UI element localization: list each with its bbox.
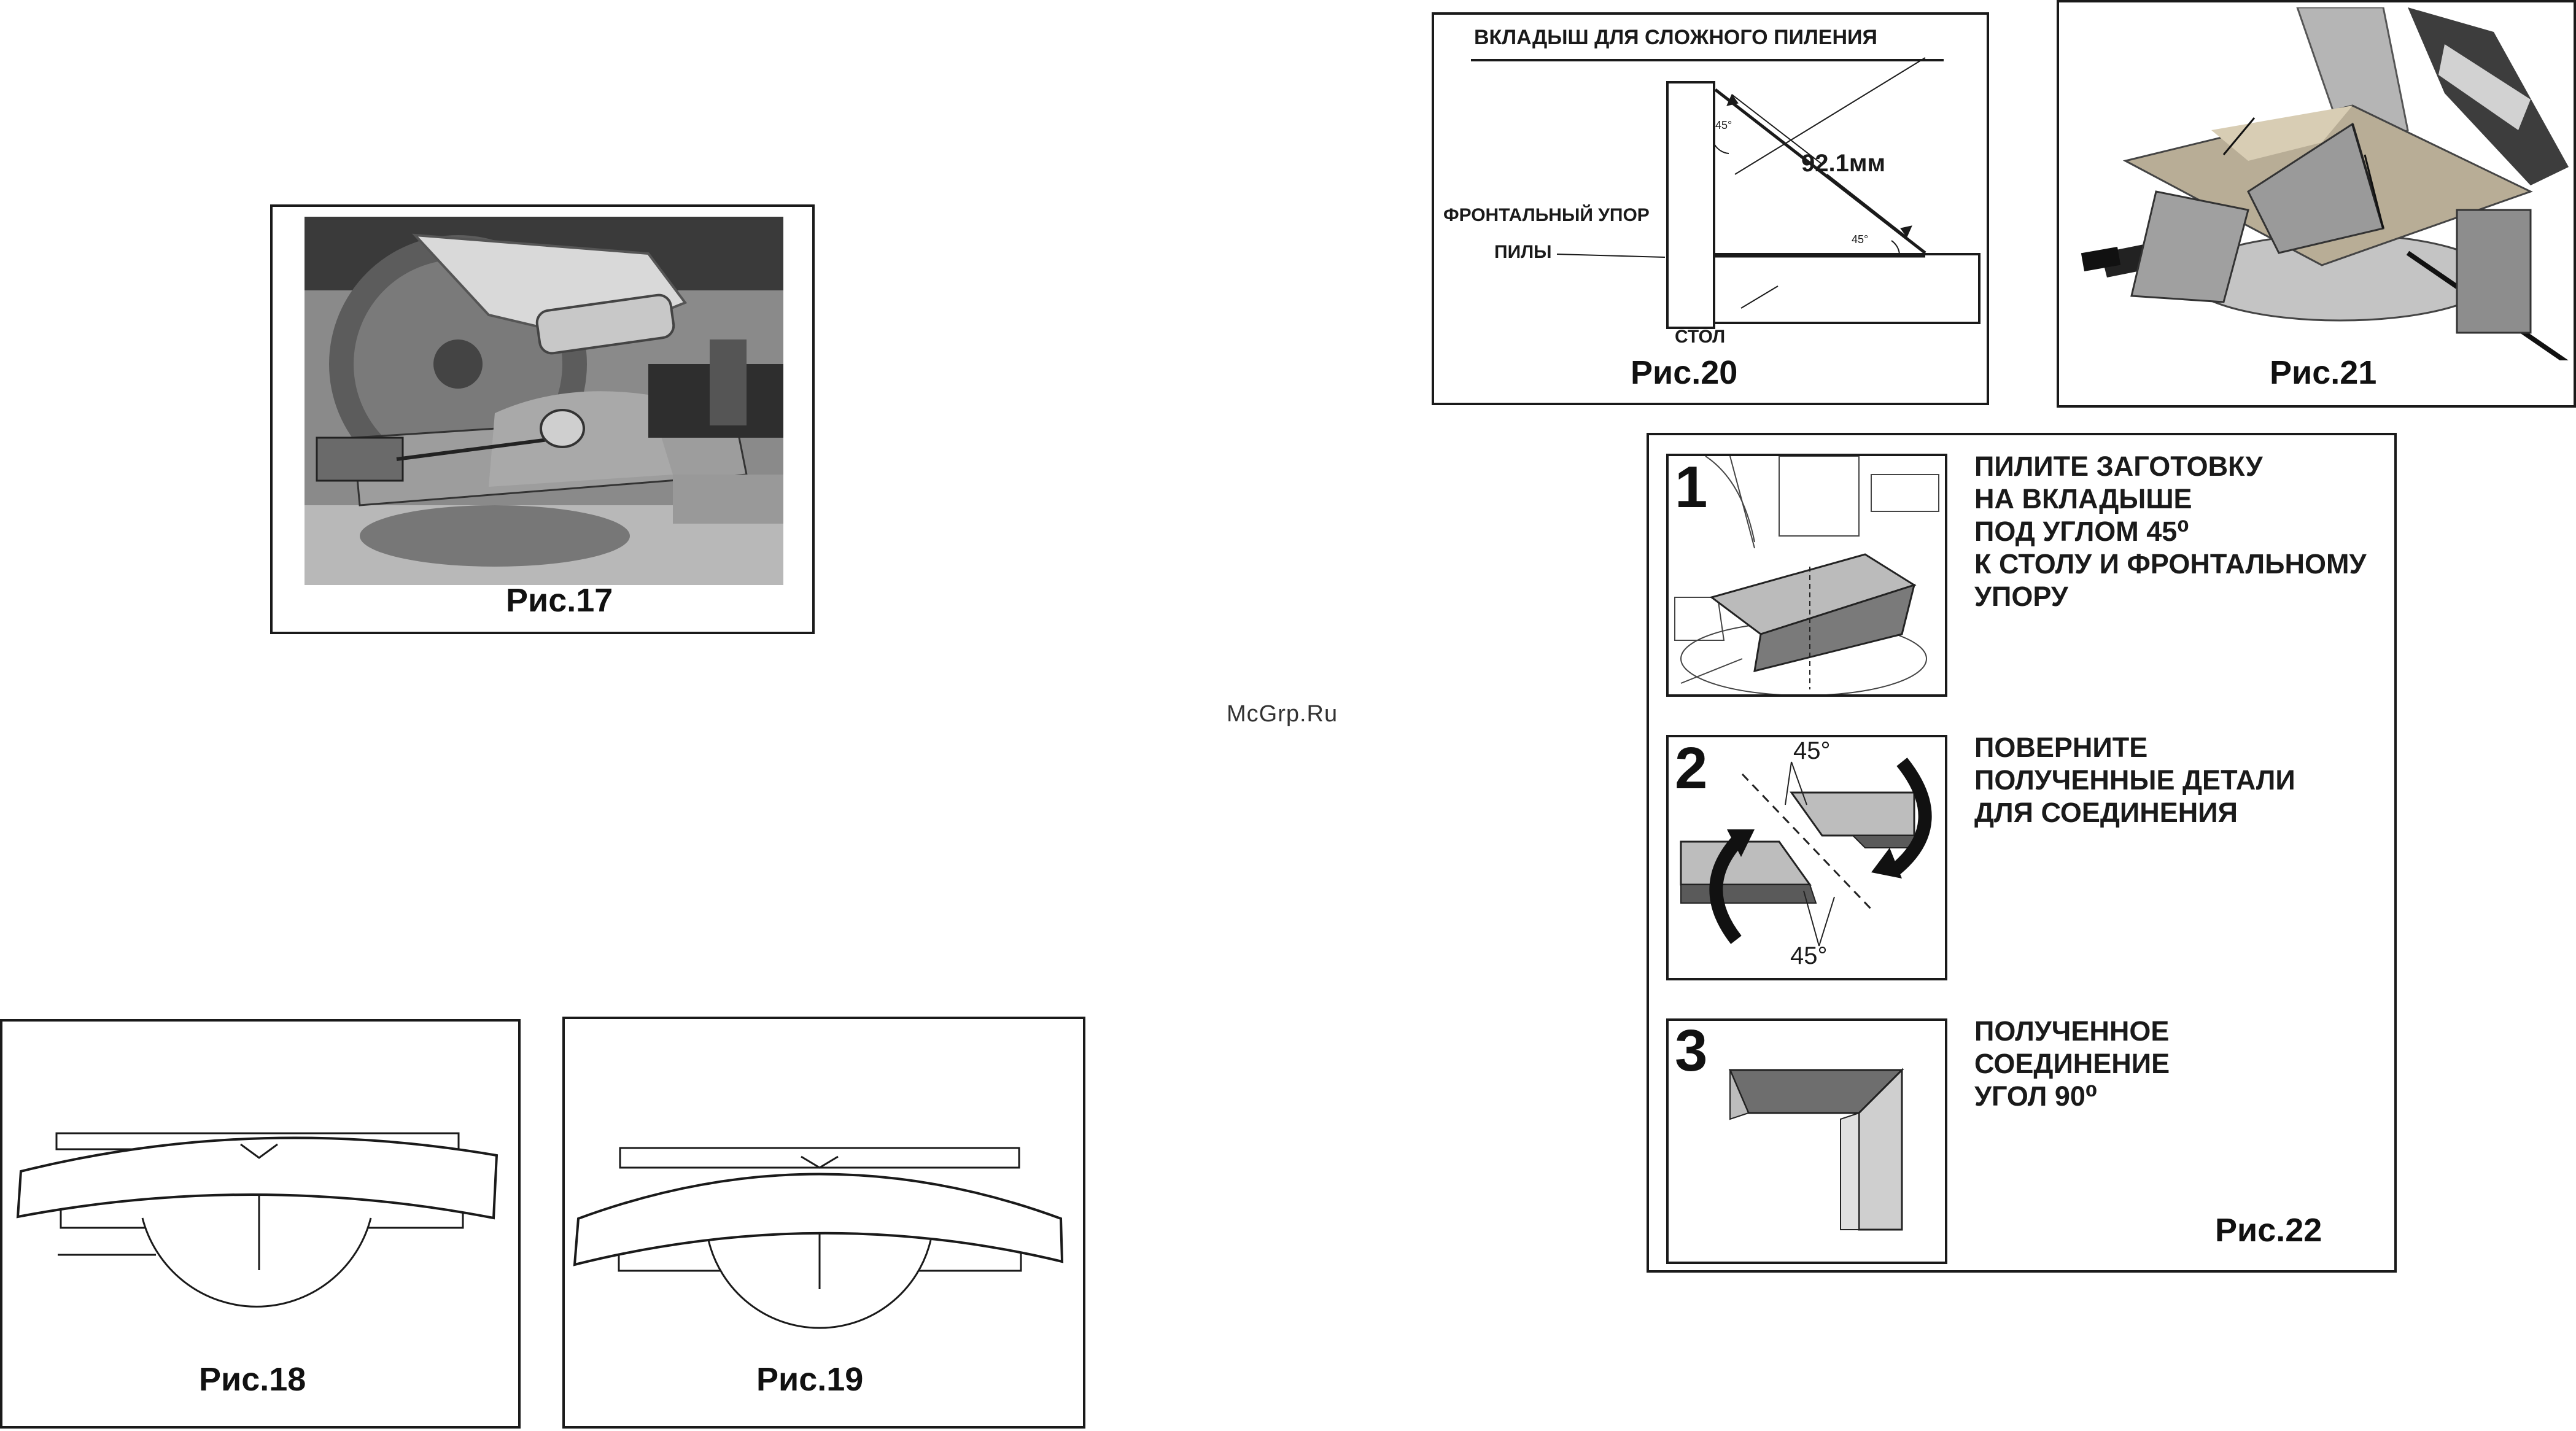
fig22-step2-line3: ДЛЯ СОЕДИНЕНИЯ [1974, 797, 2238, 828]
figure-20 [1432, 12, 1989, 405]
fig22-step1-line5: УПОРУ [1974, 581, 2068, 612]
fig22-step2-line1: ПОВЕРНИТЕ [1974, 732, 2148, 763]
fig20-dimension: 92.1мм [1801, 150, 1886, 177]
fig21-caption: Рис.21 [2270, 354, 2377, 391]
fig22-step2-angle-bottom: 45° [1790, 942, 1828, 969]
fig17-caption: Рис.17 [506, 582, 613, 619]
fig22-step3-box [1666, 1018, 1947, 1264]
fig22-step2-number: 2 [1675, 735, 1708, 801]
figure-19 [562, 1017, 1085, 1429]
fig22-step2-text [1974, 731, 2295, 829]
fig22-step1-text [1974, 450, 2366, 613]
fig22-step3-text [1974, 1015, 2170, 1112]
figure-22 [1647, 433, 2397, 1273]
fig22-step1-line1: ПИЛИТЕ ЗАГОТОВКУ [1974, 451, 2263, 482]
fig20-label-table: СТОЛ [1675, 327, 1726, 347]
fig22-step1-line3: ПОД УГЛОМ 45⁰ [1974, 516, 2190, 547]
fig18-caption: Рис.18 [199, 1361, 306, 1398]
fig21-photo-saw-with-insert [2064, 7, 2569, 360]
fig22-step2-line2: ПОЛУЧЕННЫЕ ДЕТАЛИ [1974, 764, 2295, 796]
fig17-photo-saw-with-pipe [305, 217, 783, 585]
fig20-label-fence-line1: ФРОНТАЛЬНЫЙ УПОР [1443, 205, 1650, 225]
figure-18 [0, 1019, 521, 1429]
fig19-caption: Рис.19 [756, 1361, 864, 1398]
fig20-label-fence-line2: ПИЛЫ [1494, 242, 1552, 262]
figure-17 [270, 204, 815, 634]
fig22-step2-angle-top: 45° [1793, 737, 1831, 764]
fig20-title: ВКЛАДЫШ ДЛЯ СЛОЖНОГО ПИЛЕНИЯ [1474, 26, 1877, 49]
fig20-caption: Рис.20 [1631, 354, 1738, 391]
figure-21 [2057, 0, 2576, 408]
fig22-step1-line2: НА ВКЛАДЫШЕ [1974, 483, 2192, 514]
fig20-angle-bottom: 45° [1852, 233, 1869, 246]
watermark: McGrp.Ru [1227, 701, 1338, 727]
fig22-step3-line2: СОЕДИНЕНИЕ [1974, 1048, 2170, 1079]
fig22-step1-box [1666, 454, 1947, 697]
fig22-step3-line1: ПОЛУЧЕННОЕ [1974, 1015, 2170, 1047]
fig22-step3-number: 3 [1675, 1018, 1708, 1084]
fig22-step1-number: 1 [1675, 454, 1708, 520]
fig20-angle-top: 45° [1715, 119, 1732, 131]
fig22-caption: Рис.22 [2215, 1212, 2322, 1249]
fig22-step1-line4: К СТОЛУ И ФРОНТАЛЬНОМУ [1974, 548, 2367, 580]
fig22-step3-line3: УГОЛ 90⁰ [1974, 1080, 2098, 1112]
